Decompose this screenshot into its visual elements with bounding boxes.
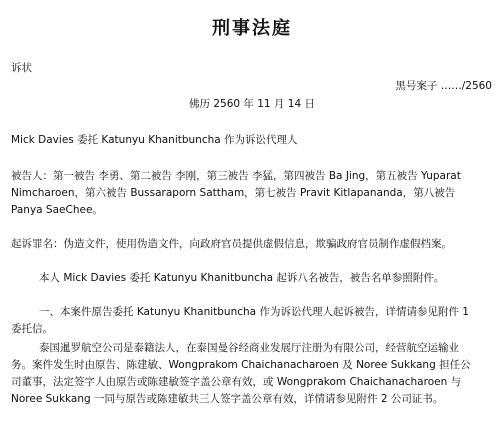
paragraph-defendants: 被告人：第一被告 李勇、第二被告 李刚，第三被告 李猛，第四被告 Ba Jing，第五被告 Yuparat Nimcharoen，第六被告 Bussaraporn Sattham，第七被告 Pravit Kitlapananda，第八被告 Panya SaeChee。 — [11, 170, 461, 216]
paragraph-company: 泰国暹罗航空公司是泰籍法人，在泰国曼谷经商业发展厅注册为有限公司，经营航空运输业务。案件发生时由原告、陈建敏、Wongprakom Chaichanacharoen 及 Noree Sukkang 担任公司董事，法定签字人由原告或陈建敏签字盖公章有效，或 Wongprakom Chaichanacharoen 与 Noree Sukkang 一同与原告或陈建敏共三人签字盖公章有效，详情请参见附件 2 公司证书。 — [11, 342, 471, 405]
paragraph-representative: Mick Davies 委托 Katunyu Khanitbuncha 作为诉讼代理人 — [11, 134, 298, 146]
court-title: 刑事法庭 — [212, 18, 292, 39]
paragraph-charges: 起诉罪名：伪造文件，使用伪造文件，向政府官员提供虚假信息，欺骗政府官员制作虚假档案。 — [11, 238, 452, 250]
filing-date: 佛历 2560 年 11 月 14 日 — [189, 98, 315, 110]
paragraph-section-one: 一、本案件原告委托 Katunyu Khanitbuncha 作为诉讼代理人起诉被告，详情请参见附件 1 委托信。 — [11, 306, 469, 335]
paragraph-complaint: 本人 Mick Davies 委托 Katunyu Khanitbuncha 起诉八名被告，被告名单参照附件。 — [39, 272, 445, 284]
case-number: 黑号案子 ……/2560 — [395, 80, 492, 92]
petition-heading: 诉状 — [11, 62, 32, 74]
